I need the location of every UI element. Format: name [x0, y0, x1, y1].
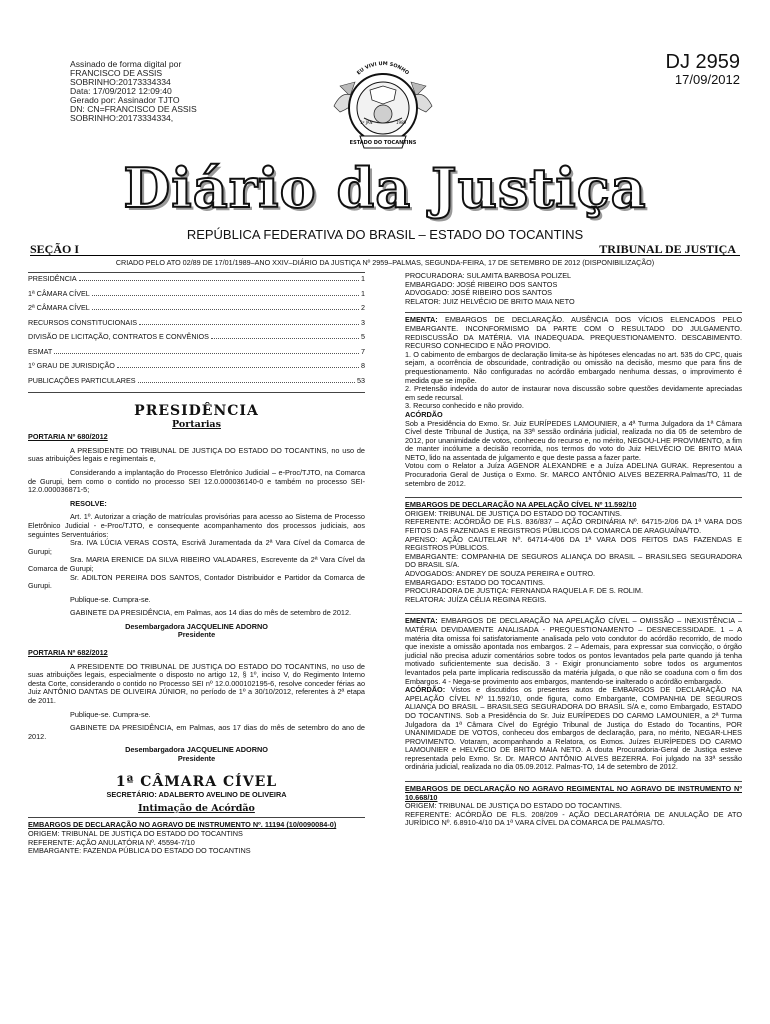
signatory-name: Desembargadora JACQUELINE ADORNO	[125, 745, 268, 755]
ementa-label: EMENTA:	[405, 315, 438, 325]
signature-line: Assinado de forma digital por	[70, 59, 182, 69]
seal-bottom-text: ESTADO DO TOCANTINS	[349, 140, 417, 146]
tocantins-state-seal-icon	[330, 56, 436, 158]
paragraph: 1. O cabimento de embargos de declaração limita-se às hipóteses elencadas no art. 535 do CPC, quais sejam, a ocorrência de obscuridade, contradição ou omissão na decisão, mesmo que para fins de prequestionamento. Não configuradas no acórdão embargado nenhuma dessas, o improvimento é medida que se impõe.	[405, 349, 742, 385]
edition-block	[666, 52, 741, 88]
section-bar	[30, 243, 740, 256]
signature-line: SOBRINHO:20173334334,	[70, 113, 174, 123]
case-line: ORIGEM: TRIBUNAL DE JUSTIÇA DO ESTADO DO TOCANTINS	[28, 828, 243, 838]
paragraph: Sr. ADILTON PEREIRA DOS SANTOS, Contador Distribuidor e Partidor da Comarca de Gurupi.	[28, 572, 365, 591]
newspaper-title: Diário da Justiça	[123, 156, 647, 220]
seal-year-left: 1º JAN	[360, 120, 373, 125]
ementa-block	[405, 312, 742, 488]
court-label: TRIBUNAL DE JUSTIÇA	[599, 242, 736, 256]
toc-item[interactable]: PRESIDÊNCIA 1	[28, 274, 365, 283]
paragraph: A PRESIDENTE DO TRIBUNAL DE JUSTIÇA DO ESTADO DO TOCANTINS, no uso de suas atribuições legais e regimentais e,	[28, 445, 365, 464]
case-line: RELATOR: JUIZ HELVÉCIO DE BRITO MAIA NETO	[405, 296, 575, 306]
paragraph: Votou com o Relator a Juíza AGENOR ALEXANDRE e a Juíza ADELINA GURAK. Representou a Procuradoria Geral de Justiça o Exmo. Sr. MARCO ANTÔNIO ALVES BEZERRA.Palmas/TO, 11 de setembro de 2012.	[405, 461, 742, 488]
case-block	[405, 497, 742, 604]
right-column	[405, 272, 742, 828]
case-line: ORIGEM: TRIBUNAL DE JUSTIÇA DO ESTADO DO TOCANTINS.	[405, 508, 622, 518]
seal-top-text: EU VIVI UM SONHO	[355, 60, 410, 77]
signature-line: Data: 17/09/2012 12:09:40	[70, 86, 172, 96]
case-block	[405, 781, 742, 828]
subsection-heading-intimacao: Intimação de Acórdão	[138, 802, 255, 814]
paragraph: Sra. MARIA ERENICE DA SILVA RIBEIRO VALADARES, Escrevente da 2ª Vara Cível da Comarca de Gurupi;	[28, 555, 365, 573]
case-line: EMBARGANTE: FAZENDA PÚBLICA DO ESTADO DO TOCANTINS	[28, 846, 251, 856]
case-title: EMBARGOS DE DECLARAÇÃO NA APELAÇÃO CÍVEL Nº 11.592/10	[405, 500, 637, 510]
case-line: ADVOGADOS: ANDREY DE SOUZA PEREIRA e OUTRO.	[405, 569, 596, 578]
case-title: EMBARGOS DE DECLARAÇÃO NO AGRAVO REGIMENTAL NO AGRAVO DE INSTRUMENTO Nº 10.668/10	[405, 784, 742, 802]
ementa-block	[405, 613, 742, 772]
toc-item[interactable]: 1ª CÂMARA CÍVEL 1	[28, 288, 365, 298]
case-line: ADVOGADO: JOSÉ RIBEIRO DOS SANTOS	[405, 288, 553, 298]
toc-item[interactable]: ESMAT 7	[28, 346, 365, 356]
digital-signature-block	[70, 60, 197, 123]
case-line: ORIGEM: TRIBUNAL DE JUSTIÇA DO ESTADO DO TOCANTINS.	[405, 801, 622, 811]
paragraph: Sob a Presidência do Exmo. Sr. Juiz EURÍPEDES LAMOUNIER, a 4ª Turma Julgadora da 1ª Câmara Cível deste Tribunal de Justiça, na 33ª sessão ordinária judicial, realizada no dia 05 de setembro de 2012, por unanimidade de votos, conheceu do recurso e, no mérito, NEGOU-LHE PROVIMENTO, a fim de manter incólume a decisão recorrida, nos termos do voto do Juiz HELVÉCIO DE BRITO MAIA NETO, lido na assentada de julgamento e que deste passa a fazer parte.	[405, 418, 742, 462]
resolve-label: RESOLVE:	[70, 498, 107, 508]
table-of-contents	[28, 272, 365, 393]
section-heading-camara-civel: 1ª CÂMARA CÍVEL	[115, 773, 278, 790]
portaria-682-title: PORTARIA Nº 682/2012	[28, 648, 108, 658]
paragraph: Sra. IVA LÚCIA VERAS COSTA, Escrivã Juramentada da 2ª Vara Cível da Comarca de Gurupi;	[28, 538, 365, 556]
paragraph: A PRESIDENTE DO TRIBUNAL DE JUSTIÇA DO ESTADO DO TOCANTINS, no uso de suas atribuições legais, especialmente o disposto no artigo 12, § 1º, inciso V, do Regimento Interno desta Corte, considerando o contido no Processo SEI nº 12.0.000102195-6, resolve conceder férias ao Juiz ANTÔNIO DANTAS DE OLIVEIRA JÚNIOR, no período de 1º a 30/10/2012, referentes à 2ª etapa de 2011.	[28, 661, 365, 706]
case-line: RELATORA: JUÍZA CÉLIA REGINA REGIS.	[405, 594, 547, 604]
paragraph: Considerando a implantação do Processo Eletrônico Judicial – e-Proc/TJTO, na Comarca de Gurupi, bem como o contido no processo SEI 12.0.000036140-0 e também no processo SEI-12.0.000036871-5;	[28, 467, 365, 495]
paragraph: Publique-se. Cumpra-se.	[70, 709, 151, 719]
toc-item[interactable]: RECURSOS CONSTITUCIONAIS 3	[28, 317, 365, 327]
section-heading-presidencia: PRESIDÊNCIA	[134, 403, 259, 419]
seal-year-right: 1989	[396, 120, 407, 125]
case-line: PROCURADORA DE JUSTIÇA: FERNANDA RAQUELA F. DE S. ROLIM.	[405, 586, 644, 596]
paragraph: Publique-se. Cumpra-se.	[70, 594, 151, 604]
paragraph: GABINETE DA PRESIDÊNCIA, em Palmas, aos 17 dias do mês de setembro do ano de 2012.	[28, 723, 365, 741]
signature-line: SOBRINHO:20173334334	[70, 77, 171, 87]
paragraph: GABINETE DA PRESIDÊNCIA, em Palmas, aos 14 dias do mês de setembro de 2012.	[70, 608, 352, 618]
toc-item[interactable]: PUBLICAÇÕES PARTICULARES 53	[28, 375, 365, 385]
paragraph: 2. Pretensão indevida do autor de instaurar nova discussão sobre questões devidamente apreciadas em sede recursal.	[405, 384, 742, 402]
signature-line: Gerado por: Assinador TJTO	[70, 95, 180, 105]
ementa-label: EMENTA:	[405, 616, 438, 626]
ementa-text: EMBARGOS DE DECLARAÇÃO NA APELAÇÃO CÍVEL – OMISSÃO – INEXISTÊNCIA – MATÉRIA DEVIDAMENTE ANALISADA - PREQUESTIONAMENTO – DESNECESSIDADE. 1 – A matéria dita omissa foi satisfatoriamente analisada pelo voto condutor do acórdão recorrido, de modo que inexiste a omissão apontada nos embargos. 2 – Ademais, para expressar sua convicção, o órgão judicial não precisa aduzir comentários sobre todos os pontos levantados pela parte quando já tenha motivado suficientemente sua decisão. 3 - Exigir pronunciamento sobre todos os argumentos levantados pela parte implicaria rediscussão da matéria julgada, o que não se coaduna com o fim dos Embargos. 4 - Nega-se provimento aos embargos, mantendo-se inalterado o acórdão embargado.	[405, 616, 742, 686]
secretary-line: SECRETÁRIO: ADALBERTO AVELINO DE OLIVEIRA	[106, 790, 287, 800]
case-line: REFERENTE: ACÓRDÃO DE FLS. 836/837 – AÇÃO ORDINÁRIA Nº. 64715-2/06 DA 1ª VARA DOS FEITOS DAS FAZENDAS E REGISTROS PÚBLICOS DA COMARCA DE ARAGUAÍNA/TO.	[405, 517, 742, 536]
edition-date: 17/09/2012	[674, 72, 740, 87]
creation-line: CRIADO PELO ATO 02/89 DE 17/01/1989–ANO XXIV–DIÁRIO DA JUSTIÇA Nº 2959–PALMAS, SEGUNDA-FEIRA, 17 DE SETEMBRO DE 2012 (DISPONIBILIZAÇÃO)	[115, 258, 655, 267]
signatory-role: Presidente	[177, 630, 216, 640]
toc-item[interactable]: DIVISÃO DE LICITAÇÃO, CONTRATOS E CONVÊNIOS 5	[28, 332, 365, 341]
portaria-680-title: PORTARIA Nº 680/2012	[28, 432, 108, 442]
case-line: REFERENTE: ACÓRDÃO DE FLS. 208/209 - AÇÃO DECLARATÓRIA DE ANULAÇÃO DE ATO JURÍDICO Nº. 6.8910-4/10 DA 1ª VARA CÍVEL DA COMARCA DE PALMAS/TO.	[405, 809, 742, 828]
case-title: EMBARGOS DE DECLARAÇÃO NO AGRAVO DE INSTRUMENTO Nº. 11194 (10/0090084-0)	[28, 817, 365, 830]
section-label: SEÇÃO I	[30, 242, 80, 256]
case-line: APENSO: AÇÃO CAUTELAR Nº. 64714-4/06 DA 1ª VARA DOS FEITOS DAS FAZENDAS E REGISTROS PÚBLICOS.	[405, 534, 742, 553]
signature-line: DN: CN=FRANCISCO DE ASSIS	[70, 104, 197, 114]
acordao-text: Vistos e discutidos os presentes autos de EMBARGOS DE DECLARAÇÃO NA APELAÇÃO CÍVEL Nº 11.592/10, onde figura, como Embargante, COMPANHIA DE SEGUROS ALIANÇA DO BRASIL – BRASILSEG SEGURADORA DO BRASIL S/A e, como Embargado, ESTADO DO TOCANTINS. Sob a Presidência do Sr. Juiz EURÍPEDES DO CARMO LAMOUNIER, a 2ª Turma Julgadora da 1ª Câmara Cível do Egrégio Tribunal de Justiça do Estado do Tocantins, POR UNANIMIDADE DE VOTOS, conheceu dos embargos de declaração, para, no mérito, NEGAR-LHES PROVIMENTO. Votaram, acompanhando a Relatora, os Exmos. Juízes EURÍPEDES DO CARMO LAMOUNIER e HELVÉCIO DE BRITO MAIA NETO. A douta Procuradoria-Geral de Justiça esteve representada pelo Exmo. Sr. Dr. MARCO ANTÔNIO ALVES BEZERRA. Foi julgado na 33ª sessão ordinária judicial, realizada no dia 05.09.2012. Palmas-TO, 14 de setembro de 2012.	[405, 685, 742, 772]
masthead-subtitle: REPÚBLICA FEDERATIVA DO BRASIL – ESTADO DO TOCANTINS	[186, 227, 584, 242]
toc-item[interactable]: 1º GRAU DE JURISDIÇÃO 8	[28, 361, 365, 370]
paragraph: Art. 1º. Autorizar a criação de matrículas provisórias para acesso ao Sistema de Processo Eletrônico Judicial - e-Proc/TJTO, e consequente acompanhamento dos processos judiciais, aos seguintes Serventuários:	[28, 512, 365, 539]
ementa-text: EMBARGOS DE DECLARAÇÃO. AUSÊNCIA DOS VÍCIOS ELENCADOS PELO EMBARGANTE. INCONFORMISMO DA PARTE COM O RESULTADO DO JULGAMENTO. REDISCUSSÃO DA MATÉRIA. VIA INADEQUADA. PREQUESTIONAMENTO. DESCABIMENTO. RECURSO CONHECIDO E NÃO PROVIDO.	[405, 315, 743, 351]
signatory-role: Presidente	[177, 754, 216, 763]
left-column	[28, 272, 365, 856]
subsection-heading-portarias: Portarias	[172, 418, 221, 430]
case-line: EMBARGANTE: COMPANHIA DE SEGUROS ALIANÇA DO BRASIL – BRASILSEG SEGURADORA DO BRASIL S/A.	[405, 551, 742, 570]
acordao-label: ACÓRDÃO	[405, 409, 443, 419]
case-line: EMBARGADO: JOSÉ RIBEIRO DOS SANTOS	[405, 279, 558, 289]
case-line: EMBARGADO: ESTADO DO TOCANTINS.	[405, 577, 545, 587]
edition-number: DJ 2959	[665, 51, 740, 73]
signatory-name: Desembargadora JACQUELINE ADORNO	[125, 621, 268, 631]
toc-item[interactable]: 2ª CÂMARA CÍVEL 2	[28, 303, 365, 312]
signature-line: FRANCISCO DE ASSIS	[70, 68, 163, 78]
case-line: REFERENTE: AÇÃO ANULATÓRIA Nº. 45594-7/10	[28, 837, 195, 847]
acordao-label: ACÓRDÃO:	[405, 685, 446, 695]
paragraph: 3. Recurso conhecido e não provido.	[405, 401, 524, 411]
case-line: PROCURADORA: SULAMITA BARBOSA POLIZEL	[405, 271, 572, 280]
